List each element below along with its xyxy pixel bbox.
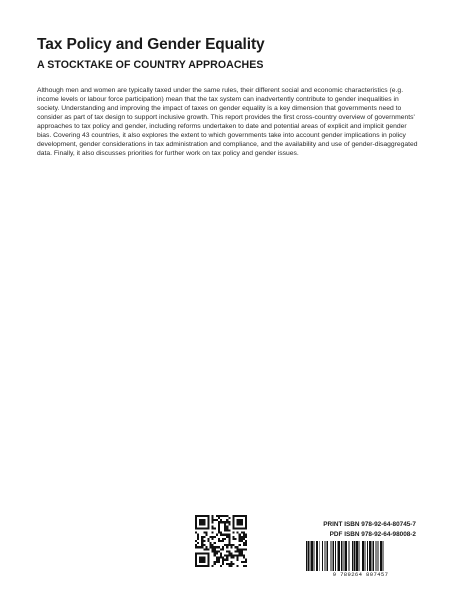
print-isbn: PRINT ISBN 978-92-64-80745-7	[323, 521, 416, 528]
barcode-icon	[304, 541, 417, 571]
abstract-text: Although men and women are typically taxed under the same rules, their different social and economic characteristics (e.g. income levels or labour force participation) mean that the tax system can inadvertently contribute to gender inequalities in society. Understanding and improving the impact of taxes on gender equality is a key dimension that governments need to consider as part of tax design to support inclusive growth. This report provides the first cross-country overview of governments' approaches to tax policy and gender, including reforms undertaken to date and potential areas of explicit and implicit gender bias. Covering 43 countries, it also explores the extent to which governments take into account gender implications in policy development, gender considerations in tax administration and compliance, and the availability and use of gender-disaggregated data. Finally, it also discusses priorities for further work on tax policy and gender issues.	[37, 87, 418, 158]
barcode-digits: 9 789264 807457	[332, 571, 389, 578]
page-title: Tax Policy and Gender Equality	[37, 36, 265, 53]
page-subtitle: A STOCKTAKE OF COUNTRY APPROACHES	[37, 59, 264, 71]
barcode-graphic	[304, 541, 417, 571]
qr-code-icon[interactable]	[195, 515, 247, 567]
qr-code-graphic	[195, 515, 247, 567]
isbn-block	[256, 520, 416, 539]
pdf-isbn: PDF ISBN 978-92-64-98008-2	[329, 530, 416, 538]
